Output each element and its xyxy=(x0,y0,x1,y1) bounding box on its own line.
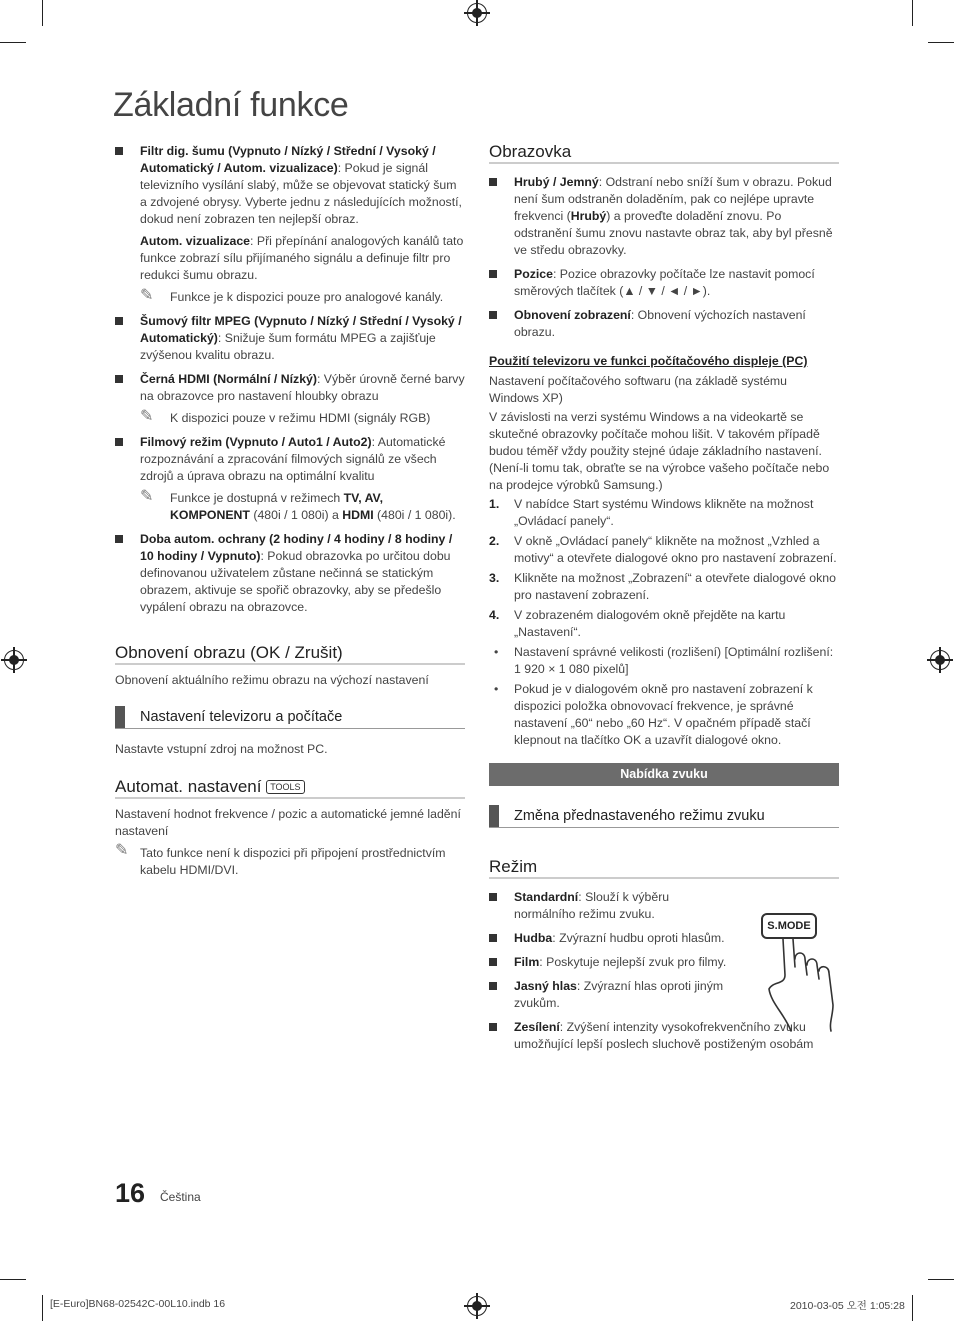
item-term: Obnovení zobrazení xyxy=(514,308,631,322)
square-bullet-icon xyxy=(115,438,123,446)
square-bullet-icon xyxy=(489,893,497,901)
item-desc: ) a proveďte doladění znovu. Po odstranění šumu znovu nastavte obraz tak, aby byl přesně ve středu obrazovky. xyxy=(514,209,833,257)
note-term: TV, AV, KOMPONENT xyxy=(170,491,384,522)
print-info-right: 2010-03-05 오전 1:05:28 xyxy=(790,1300,905,1312)
crop-mark xyxy=(42,0,43,26)
item-desc: : Při přepínání analogových kanálů tato funkce zobrazí sílu přijímaného signálu a definuje filtr pro redukci šumu obrazu. xyxy=(140,234,464,282)
list-item xyxy=(489,889,729,923)
numbered-step xyxy=(489,570,839,604)
square-bullet-icon xyxy=(489,178,497,186)
square-bullet-icon xyxy=(115,317,123,325)
square-bullet-icon xyxy=(489,1023,497,1031)
registration-mark-icon xyxy=(467,1296,487,1316)
section-heading: Obnovení obrazu (OK / Zrušit) xyxy=(115,644,465,665)
item-term: Černá HDMI (Normální / Nízký) xyxy=(140,372,317,386)
item-desc: : Pokud je signál televizního vysílání slabý, může se objevovat statický šum a zdvojené obrysy. Vyberte jednu z následujících možností, dokud není zobrazen ten nejlepší obraz. xyxy=(140,161,462,226)
square-bullet-icon xyxy=(115,535,123,543)
item-desc: : Slouží k výběru normálního režimu zvuku. xyxy=(514,890,670,921)
section-heading-text: Automat. nastavení xyxy=(115,777,262,796)
note xyxy=(115,842,465,879)
list-item xyxy=(489,307,839,341)
dot-bullet-icon: • xyxy=(494,682,499,696)
item-desc: : Zvýrazní hlas oproti jiným zvukům. xyxy=(514,979,724,1010)
dot-item xyxy=(489,681,839,749)
item-desc: : Zvýšení intenzity vysokofrekvenčního zvuku umožňující lepší poslech sluchově postiženým osobám xyxy=(514,1020,814,1051)
dot-text: Nastavení správné velikosti (rozlišení) [Optimální rozlišení: 1 920 × 1 080 pixelů] xyxy=(514,645,834,676)
section-heading: Režim xyxy=(489,858,839,879)
square-bullet-icon xyxy=(489,982,497,990)
item-term: Šumový filtr MPEG (Vypnuto / Nízký / Střední / Vysoký / Automatický) xyxy=(140,314,462,345)
list-item xyxy=(115,434,465,524)
item-term: Filtr dig. šumu (Vypnuto / Nízký / Střední / Vysoký / Automatický / Autom. vizualizace) xyxy=(140,144,436,175)
note-text: Funkce je dostupná v režimech xyxy=(170,491,344,505)
note-text: Tato funkce není k dispozici při připojení prostřednictvím kabelu HDMI/DVI. xyxy=(140,846,446,877)
item-term: Zesílení xyxy=(514,1020,560,1034)
step-number: 3. xyxy=(489,571,500,585)
numbered-step xyxy=(489,496,839,530)
item-desc: : Obnovení výchozích nastavení obrazu. xyxy=(514,308,806,339)
pencil-note-icon: ✎ xyxy=(140,287,154,304)
pencil-note-icon: ✎ xyxy=(115,842,129,859)
body-text: Nastavení počítačového softwaru (na základě systému Windows XP) xyxy=(489,374,788,405)
item-term: Autom. vizualizace xyxy=(140,234,251,248)
list-item xyxy=(489,930,729,947)
pencil-note-icon: ✎ xyxy=(140,408,154,425)
dot-item xyxy=(489,644,839,678)
dot-bullet-icon: • xyxy=(494,645,499,659)
crop-mark xyxy=(912,0,913,26)
item-term: Standardní xyxy=(514,890,579,904)
tools-icon: TOOLS xyxy=(266,780,304,794)
crop-mark xyxy=(0,42,26,43)
note-term: HDMI xyxy=(342,508,374,522)
note xyxy=(140,289,465,306)
crop-mark xyxy=(928,42,954,43)
list-item xyxy=(115,531,465,616)
square-bullet-icon xyxy=(489,311,497,319)
item-desc: : Pozice obrazovky počítače lze nastavit pomocí směrových tlačítek (▲ / ▼ / ◄ / ►). xyxy=(514,267,815,298)
item-desc: : Odstraní nebo sníží šum v obrazu. Pokud není šum odstraněn doladěním, pak co nejlépe upravte frekvenci ( xyxy=(514,175,832,223)
item-desc: : Pokud obrazovka po určitou dobu definovanou uživatelem zůstane nečinná se statickým obrazem, aktivuje se spořič obrazovky, aby se předešlo vypálení obrazu na obrazovce. xyxy=(140,549,451,614)
body-text: V závislosti na verzi systému Windows a na videokartě se skutečné obrazovky počítače mohou lišit. V takovém případě budou téměř vždy použity stejné údaje základního nastavení. (Není-li tomu tak, obraťte se na výrobce vašeho počítače nebo na prodejce výrobků Samsung.) xyxy=(489,410,830,492)
item-desc: : Automatické rozpoznávání a zpracování filmových signálů ze všech zdrojů a úprava obrazu na optimální kvalitu xyxy=(140,435,446,483)
subheading-underlined: Použití televizoru ve funkci počítačového displeje (PC) xyxy=(489,354,808,368)
step-number: 4. xyxy=(489,608,500,622)
item-term: Doba autom. ochrany (2 hodiny / 4 hodiny / 8 hodiny / 10 hodiny / Vypnuto) xyxy=(140,532,453,563)
item-desc: : Výběr úrovně černé barvy na obrazovce pro nastavení hloubky obrazu xyxy=(140,372,465,403)
dot-text: Pokud je v dialogovém okně pro nastavení zobrazení k dispozici položka obnovovací frekvence, je správné nastavení „60“ nebo „60 Hz“. V opačném případě stačí klepnout na tlačítko OK a uzavřít dialogové okno. xyxy=(514,682,813,747)
list-item xyxy=(489,266,839,300)
section-body: Nastavení hodnot frekvence / pozic a automatické jemné ladění nastavení xyxy=(115,807,461,838)
subsection-heading xyxy=(115,709,465,729)
item-desc: : Snižuje šum formátu MPEG a zajišťuje zvýšenou kvalitu obrazu. xyxy=(140,331,436,362)
square-bullet-icon xyxy=(489,934,497,942)
smode-button: S.MODE xyxy=(761,913,817,939)
crop-mark xyxy=(912,1295,913,1321)
numbered-step xyxy=(489,607,839,641)
item-term: Jasný hlas xyxy=(514,979,577,993)
crop-mark xyxy=(0,1279,26,1280)
registration-mark-icon xyxy=(930,650,950,670)
step-text: V okně „Ovládací panely“ klikněte na možnost „Vzhled a motivy“ a otevřete dialogové okno pro nastavení zobrazení. xyxy=(514,534,837,565)
item-desc: : Poskytuje nejlepší zvuk pro filmy. xyxy=(539,955,727,969)
note-text: Funkce je k dispozici pouze pro analogové kanály. xyxy=(170,290,444,304)
square-bullet-icon xyxy=(115,375,123,383)
item-term: Filmový režim (Vypnuto / Auto1 / Auto2) xyxy=(140,435,372,449)
print-info-left: [E-Euro]BN68-02542C-00L10.indb 16 xyxy=(50,1298,226,1310)
step-text: V nabídce Start systému Windows klikněte na možnost „Ovládací panely“. xyxy=(514,497,814,528)
subsection-heading-text: Nastavení televizoru a počítače xyxy=(140,709,343,725)
page-title: Základní funkce xyxy=(113,86,349,124)
item-desc: : Zvýrazní hudbu oproti hlasům. xyxy=(552,931,725,945)
registration-mark-icon xyxy=(467,3,487,23)
numbered-step xyxy=(489,533,839,567)
square-bullet-icon xyxy=(489,958,497,966)
section-heading xyxy=(115,778,465,799)
heading-bar xyxy=(489,805,499,827)
page-language: Čeština xyxy=(160,1190,201,1204)
note-text: K dispozici pouze v režimu HDMI (signály RGB) xyxy=(170,411,431,425)
step-number: 2. xyxy=(489,534,500,548)
square-bullet-icon xyxy=(115,147,123,155)
menu-banner: Nabídka zvuku xyxy=(489,763,839,786)
item-term: Film xyxy=(514,955,540,969)
item-term: Hrubý xyxy=(570,209,607,223)
note-text: (480i / 1 080i) a xyxy=(249,508,343,522)
list-item xyxy=(489,954,729,971)
step-number: 1. xyxy=(489,497,500,511)
subsection-heading xyxy=(489,808,839,828)
note xyxy=(140,410,465,427)
section-heading: Obrazovka xyxy=(489,143,839,164)
pencil-note-icon: ✎ xyxy=(140,488,154,505)
crop-mark xyxy=(928,1279,954,1280)
list-item xyxy=(115,313,465,364)
list-item xyxy=(115,143,465,306)
registration-mark-icon xyxy=(4,650,24,670)
step-text: Klikněte na možnost „Zobrazení“ a otevřete dialogové okno pro nastavení zobrazení. xyxy=(514,571,836,602)
note-text: (480i / 1 080i). xyxy=(373,508,456,522)
note xyxy=(140,490,465,524)
list-item xyxy=(489,174,839,259)
list-item xyxy=(489,978,729,1012)
item-term: Hrubý / Jemný xyxy=(514,175,599,189)
heading-bar xyxy=(115,706,125,728)
step-text: V zobrazeném dialogovém okně přejděte na kartu „Nastavení“. xyxy=(514,608,786,639)
item-term: Pozice xyxy=(514,267,553,281)
section-body: Nastavte vstupní zdroj na možnost PC. xyxy=(115,742,328,756)
left-column xyxy=(115,143,465,883)
section-body: Obnovení aktuálního režimu obrazu na výchozí nastavení xyxy=(115,673,429,687)
square-bullet-icon xyxy=(489,270,497,278)
subsection-heading-text: Změna přednastaveného režimu zvuku xyxy=(514,808,765,824)
page-number: 16 xyxy=(115,1178,146,1208)
crop-mark xyxy=(42,1295,43,1321)
list-item xyxy=(115,371,465,427)
item-term: Hudba xyxy=(514,931,553,945)
